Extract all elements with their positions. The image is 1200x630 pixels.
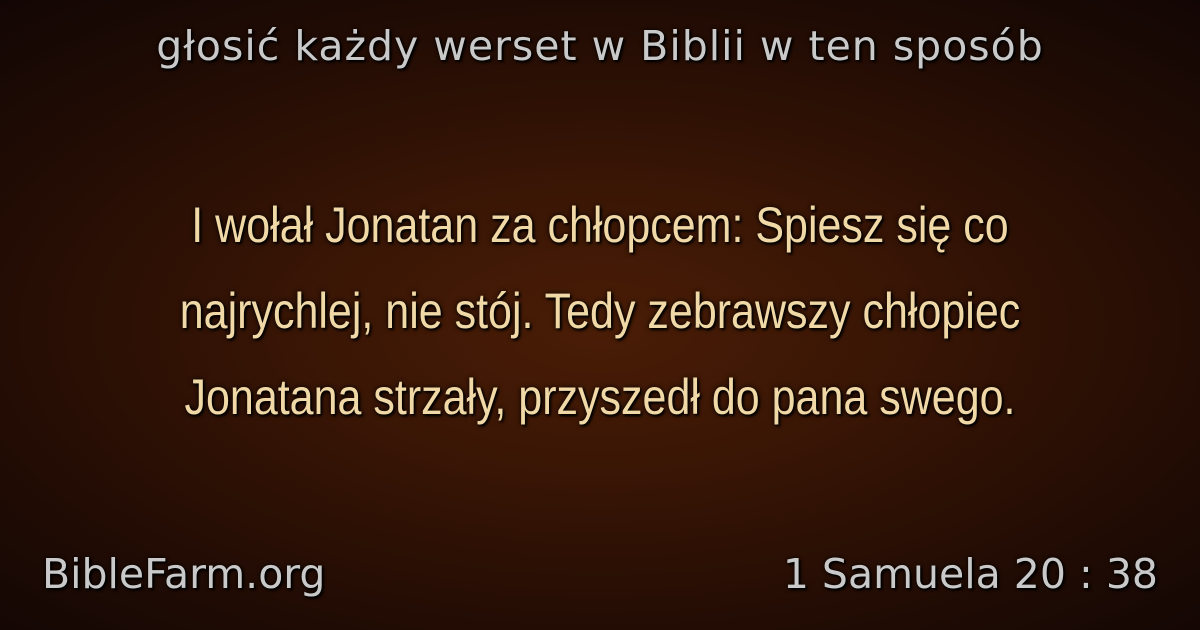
verse-line: I wołał Jonatan za chłopcem: Spiesz się co (191, 197, 1009, 253)
verse-line: Jonatana strzały, przyszedł do pana swego. (184, 369, 1016, 425)
verse-reference: 1 Samuela 20 : 38 (782, 550, 1158, 598)
verse-text (118, 182, 1081, 440)
site-name: BibleFarm.org (42, 550, 326, 598)
verse-line: najrychlej, nie stój. Tedy zebrawszy chłopiec (179, 283, 1021, 339)
tagline: głosić każdy werset w Biblii w ten sposób (156, 22, 1044, 70)
